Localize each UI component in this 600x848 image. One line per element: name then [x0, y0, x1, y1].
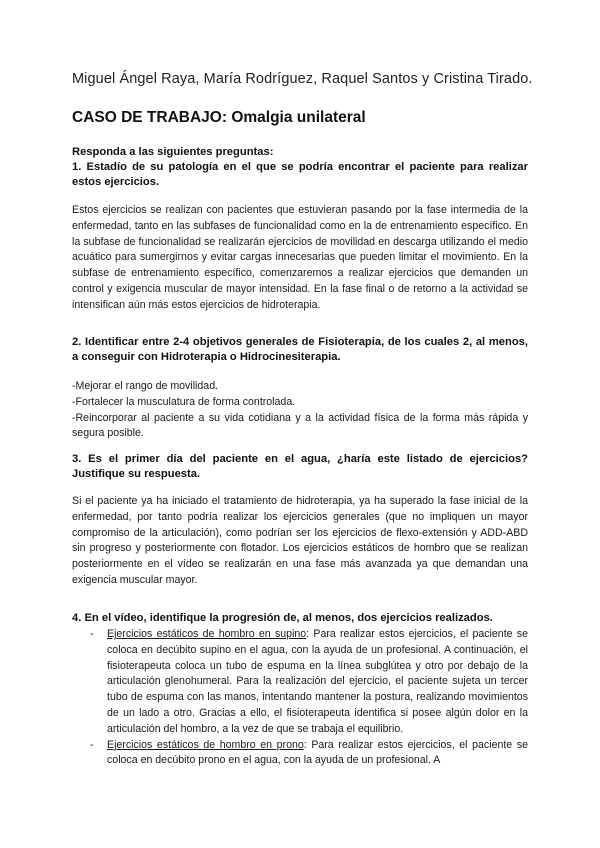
- answer-1: Estos ejercicios se realizan con pacientes que estuvieran pasando por la fase intermedia de la enfermedad, tanto en las subfases de funcionalidad como en la de entrenamiento específico. En la subfase de funcionalidad se realizarán ejercicios de movilidad en descarga utilizando el medio acuático para sumergirnos y evitar cargas innecesarias que pueden limitar el movimiento. En la subfase de entrenamiento específico, comenzaremos a realizar ejercicios que demanden un control y exigencia muscular de mayor intensidad. En la fase final o de retorno a la actividad se intensifican aún más estos ejercicios de hidroterapia.: [72, 204, 528, 311]
- document-title: CASO DE TRABAJO: Omalgia unilateral: [72, 109, 366, 126]
- list-item: [72, 627, 528, 738]
- list-item: -Mejorar el rango de movilidad.: [72, 380, 219, 392]
- answer-3: Si el paciente ya ha iniciado el tratamiento de hidroterapia, ya ha superado la fase inicial de la enfermedad, por tanto podría realizar los ejercicios generales (que no impliquen un mayor compromiso de la articulación), como podrían ser los ejercicios de flexo-extensión y ADD-ABD sin progreso y posteriormente con flotador. Los ejercicios estáticos de hombro que se realizan posteriormente en el vídeo se realizarán en una fase más avanzada ya que demandan una exigencia muscular mayor.: [72, 495, 528, 586]
- authors-line: Miguel Ángel Raya, María Rodríguez, Raquel Santos y Cristina Tirado.: [72, 71, 533, 87]
- list-item-text: : Para realizar estos ejercicios, el paciente se coloca en decúbito supino en el agua, con la ayuda de un profesional. A continuación, el fisioterapeuta coloca un tubo de espuma en la línea subglútea y otro por debajo de la articulación glenohumeral. Para la realización del ejercicio, el paciente sujeta un tercer tubo de espuma con las manos, intentando mantener la postura, realizando movimientos de un lado a otro. Gracias a ello, el fisioterapeuta identifica si posee algún dolor en la articulación del hombro, a la vez de que se trabaja el equilibrio.: [107, 628, 528, 735]
- list-item: [72, 738, 528, 770]
- question-3: 3. Es el primer día del paciente en el agua, ¿haría este listado de ejercicios? Justifique su respuesta.: [72, 453, 528, 480]
- list-item-heading: Ejercicios estáticos de hombro en supino: [107, 628, 307, 640]
- list-item: -Reincorporar al paciente a su vida cotidiana y a la actividad física de la forma más rápida y segura posible.: [72, 411, 528, 440]
- list-item-text: : Para realizar estos ejercicios, el paciente se coloca en decúbito prono en el agua, con la ayuda de un profesional. A: [107, 738, 528, 767]
- bullet-marker: -: [90, 738, 94, 751]
- instructions-heading: Responda a las siguientes preguntas:: [72, 146, 274, 158]
- question-1: 1. Estadío de su patología en el que se podría encontrar el paciente para realizar estos ejercicios.: [72, 161, 528, 188]
- answer-4-list: [72, 627, 528, 769]
- question-2: 2. Identificar entre 2-4 objetivos generales de Fisioterapia, de los cuales 2, al menos, a conseguir con Hidroterapia o Hidrocinesiterapia.: [72, 336, 528, 363]
- list-item: -Fortalecer la musculatura de forma controlada.: [72, 395, 296, 408]
- bullet-marker: -: [90, 628, 94, 640]
- list-item-heading: Ejercicios estáticos de hombro en prono: [107, 738, 304, 751]
- question-4: 4. En el vídeo, identifique la progresión de, al menos, dos ejercicios realizados.: [72, 612, 493, 624]
- answer-2-list: [72, 379, 528, 442]
